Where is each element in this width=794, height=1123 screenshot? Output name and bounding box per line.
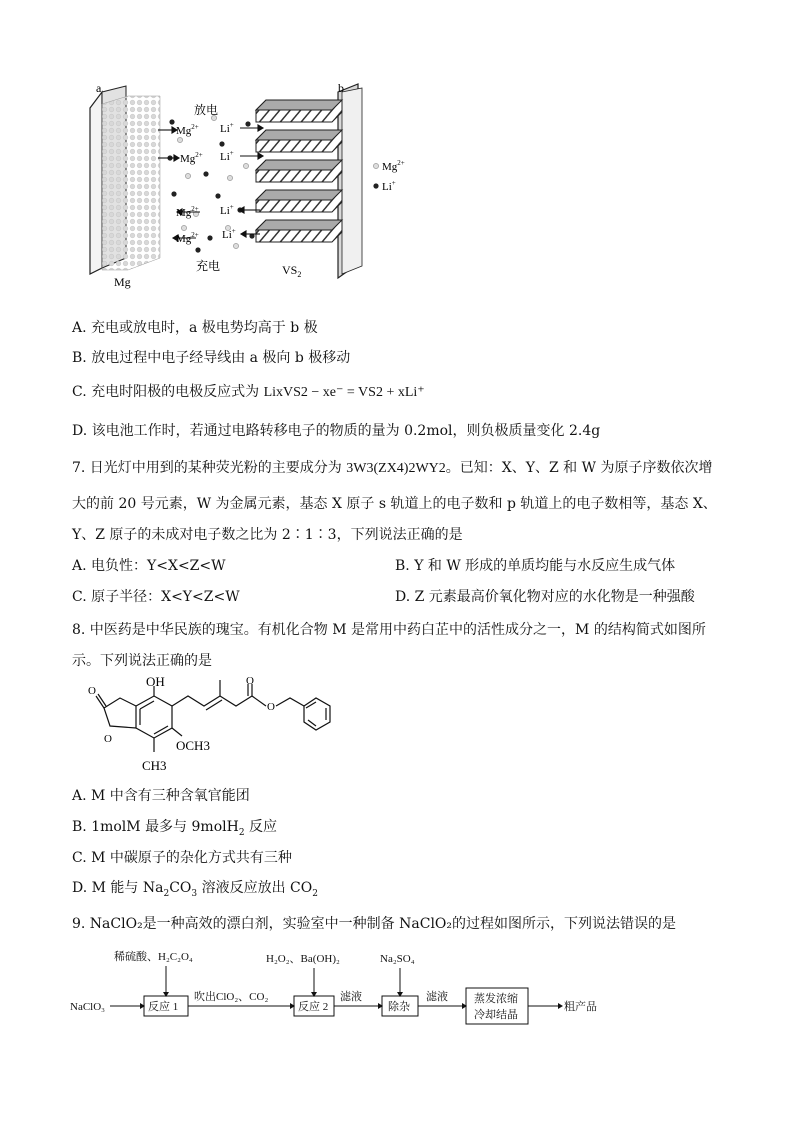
ion-label-li: Li+ xyxy=(222,227,236,241)
q7-stem-line1: 7. 日光灯中用到的某种荧光粉的主要成分为 3W3(ZX4)2WY2。已知：X、Y、Z 和 W 为原子序数依次增 xyxy=(72,460,713,476)
ion-arrows xyxy=(158,125,263,241)
q9-stem: 9. NaClO₂是一种高效的漂白剂，实验室中一种制备 NaClO₂的过程如图所示，下列说法错误的是 xyxy=(72,916,677,932)
crystallization-box-line2: 冷却结晶 xyxy=(474,1009,518,1021)
q7-option-b: B. Y 和 W 形成的单质均能与水反应生成气体 xyxy=(395,558,676,574)
structure-m xyxy=(80,676,340,776)
reagent-1: 稀硫酸、H₂C₂O₄ xyxy=(114,951,193,963)
vs2-layers xyxy=(256,100,342,242)
carbonyl-o-label: O xyxy=(88,685,96,697)
q7-stem-line2: 大的前 20 号元素，W 为金属元素，基态 X 原子 s 轨道上的电子数和 p 轨道上的电子数相等，基态 X、 xyxy=(72,496,717,512)
reagent-3: Na₂SO₄ xyxy=(380,953,415,965)
q8-option-d: D. M 能与 $Na_2CO_3$ 溶液反应放出 $CO_2$ xyxy=(72,880,318,899)
reaction-1-box: 反应 1 xyxy=(148,1001,179,1013)
legend xyxy=(373,159,404,193)
electrode-b-label: b xyxy=(338,81,344,95)
q8-stem-line2: 示。下列说法正确的是 xyxy=(72,653,212,669)
crystallization-box-line1: 蒸发浓缩 xyxy=(474,993,518,1005)
start-material: NaClO₃ xyxy=(70,1001,105,1013)
ring-o-label: O xyxy=(104,733,112,745)
ion-label-li: Li+ xyxy=(220,149,234,163)
anode-label: Mg xyxy=(114,275,131,289)
discharge-label: 放电 xyxy=(194,103,219,117)
q8-option-b: B. 1molM 最多与 9molH$_2$ 反应 xyxy=(72,819,277,838)
ion-label-li: Li+ xyxy=(220,121,234,135)
ion-label-mg: $Mg^{2+}$ xyxy=(180,151,203,165)
arrow-1-label: 吹出ClO₂、CO₂ xyxy=(194,991,269,1003)
q7-option-d: D. Z 元素最高价氧化物对应的水化物是一种强酸 xyxy=(395,589,695,605)
oh-label: OH xyxy=(146,676,165,689)
q6-option-a: A. 充电或放电时，a 极电势均高于 b 极 xyxy=(72,320,318,336)
q6-option-d: D. 该电池工作时，若通过电路转移电子的物质的量为 0.2mol，则负极质量变化 2.4g xyxy=(72,423,601,439)
ion-label-mg: $Mg^{2+}$ xyxy=(176,205,199,219)
q8-stem-line1: 8. 中医药是中华民族的瑰宝。有机化合物 M 是常用中药白芷中的活性成分之一，M 的结构简式如图所 xyxy=(72,622,706,638)
reagent-2: H₂O₂、Ba(OH)₂ xyxy=(266,953,340,965)
q7-option-c: C. 原子半径：X<Y<Z<W xyxy=(72,589,240,605)
arrow-2-label: 滤液 xyxy=(340,991,362,1003)
charge-label: 充电 xyxy=(196,259,221,273)
ester-link-o-label: O xyxy=(267,701,275,713)
svg-text:Mg2+: $Mg^{2+}$ xyxy=(382,159,405,173)
q7-stem-line3: Y、Z 原子的未成对电子数之比为 2∶1∶3，下列说法正确的是 xyxy=(72,527,463,543)
q8-option-a: A. M 中含有三种含氧官能团 xyxy=(72,788,250,804)
ion-label-mg: $Mg^{2+}$ xyxy=(176,123,199,137)
q8-option-c: C. M 中碳原子的杂化方式共有三种 xyxy=(72,850,292,866)
ch3-label: CH3 xyxy=(142,758,167,773)
q6-option-c: C. 充电时阳极的电极反应式为 LixVS2 − xe⁻ = VS2 + xLi⁺ xyxy=(72,384,425,400)
reaction-2-box: 反应 2 xyxy=(298,1001,329,1013)
arrow-3-label: 滤液 xyxy=(426,991,448,1003)
process-flowchart xyxy=(70,944,670,1034)
battery-diagram xyxy=(80,78,420,290)
cathode-label: $VS_2$ xyxy=(282,263,302,279)
ion-label-li: Li+ xyxy=(220,203,234,217)
crude-product: 粗产品 xyxy=(564,1001,597,1013)
ion-label-mg: $Mg^{2+}$ xyxy=(176,231,199,245)
ester-o-label: O xyxy=(246,676,254,687)
purification-box: 除杂 xyxy=(388,1001,410,1013)
q6-option-b: B. 放电过程中电子经导线由 a 极向 b 极移动 xyxy=(72,350,351,366)
q7-option-a: A. 电负性：Y<X<Z<W xyxy=(72,558,226,574)
svg-text:Li+: Li+ xyxy=(382,179,396,193)
och3-label: OCH3 xyxy=(176,738,210,753)
electrode-a-label: a xyxy=(96,81,102,95)
mg-lattice xyxy=(102,96,160,270)
